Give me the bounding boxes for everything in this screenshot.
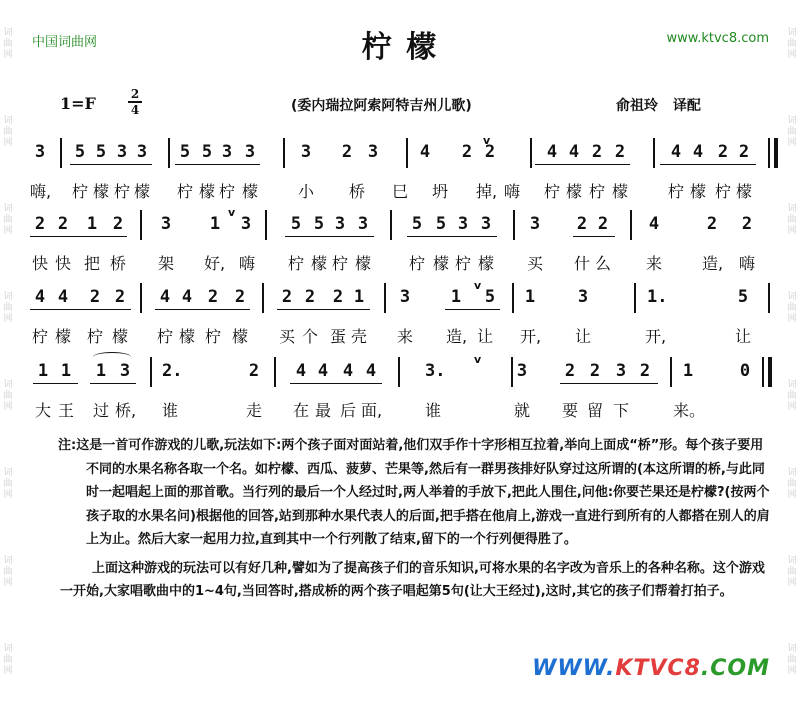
note: 3: [334, 214, 346, 234]
lyric-syllable: 柠: [71, 182, 88, 201]
note: 3: [516, 361, 528, 381]
note: 3: [480, 214, 492, 234]
note-underline: [33, 383, 78, 384]
barline: [530, 138, 532, 168]
note: 2.: [162, 361, 183, 381]
note: 4: [692, 142, 704, 162]
side-watermark-text: 词 曲 网: [787, 27, 797, 60]
site-name-left: 中国词曲网: [32, 35, 98, 50]
lyric-syllable: 开,: [645, 327, 667, 346]
note: 1: [37, 361, 49, 381]
staff-row: [0, 206, 800, 288]
note: 2: [281, 287, 293, 307]
note: 1: [95, 361, 107, 381]
note: 3.: [425, 361, 446, 381]
note: 1: [682, 361, 694, 381]
lyric-syllable: 就: [513, 401, 530, 420]
lyric-syllable: 谁: [424, 401, 441, 420]
note: 5: [95, 142, 107, 162]
notes-row: [0, 353, 800, 383]
note-underline: [290, 383, 382, 384]
barline: [150, 357, 152, 387]
note: 2: [576, 214, 588, 234]
lyric-syllable: 走: [245, 401, 262, 420]
note: 3: [119, 361, 131, 381]
lyric-syllable: 柠: [287, 254, 304, 273]
note-underline: [660, 164, 756, 165]
lyric-syllable: 好,: [204, 254, 226, 273]
lyrics-row: [0, 252, 800, 276]
note: 2: [639, 361, 651, 381]
lyric-syllable: 下: [612, 401, 629, 420]
note: 1: [450, 287, 462, 307]
notes-row: [0, 134, 800, 164]
lyric-syllable: 过: [92, 401, 109, 420]
lyrics-row: [0, 399, 800, 423]
barline: [384, 283, 386, 313]
barline: [653, 138, 655, 168]
lyric-syllable: 桥: [109, 254, 126, 273]
site-logo-part-com: .COM: [700, 656, 770, 681]
lyric-syllable: 檬: [735, 182, 752, 201]
note: 1: [353, 287, 365, 307]
side-watermark-text: 词 曲 网: [787, 556, 797, 589]
side-watermark-text: 词 曲 网: [787, 115, 797, 148]
note: 2: [57, 214, 69, 234]
note: 2: [564, 361, 576, 381]
breath-mark: v: [474, 353, 482, 366]
note: 2: [589, 361, 601, 381]
note: 1: [209, 214, 221, 234]
lyric-syllable: 在: [292, 401, 309, 420]
barline: [274, 357, 276, 387]
barline: [762, 357, 764, 387]
note: 4: [342, 361, 354, 381]
lyric-syllable: 柠: [113, 182, 130, 201]
lyric-syllable: 要: [561, 401, 578, 420]
note: 3: [136, 142, 148, 162]
note: 2: [234, 287, 246, 307]
note: 1: [60, 361, 72, 381]
lyric-syllable: 坍: [431, 182, 448, 201]
barline: [140, 283, 142, 313]
note: 3: [240, 214, 252, 234]
lyric-syllable: 最: [314, 401, 331, 420]
note: 3: [221, 142, 233, 162]
note: 2: [591, 142, 603, 162]
note-underline: [30, 309, 131, 310]
lyric-syllable: 造,: [702, 254, 724, 273]
note: 3: [244, 142, 256, 162]
lyric-syllable: 嗨: [738, 254, 755, 273]
note-underline: [155, 309, 250, 310]
barline: [768, 138, 770, 168]
note-underline: [70, 164, 152, 165]
lyric-syllable: 柠: [204, 327, 221, 346]
lyric-syllable: 蛋: [329, 327, 346, 346]
notes-label: 注:: [58, 438, 77, 453]
side-watermark-text: 词 曲 网: [3, 468, 13, 501]
side-watermark-text: 词 曲 网: [787, 203, 797, 236]
note: 0: [739, 361, 751, 381]
site-logo-part-www: WWW.: [532, 656, 616, 681]
note: 3: [615, 361, 627, 381]
breath-mark: v: [228, 206, 236, 219]
barline: [390, 210, 392, 240]
note: 2: [304, 287, 316, 307]
lyric-syllable: 开,: [520, 327, 542, 346]
lyric-syllable: 檬: [354, 254, 371, 273]
note: 5: [435, 214, 447, 234]
side-watermark-text: 词 曲 网: [787, 468, 797, 501]
side-watermark-text: 词 曲 网: [787, 380, 797, 413]
notes-paragraph-2: 上面这种游戏的玩法可以有好几种,譬如为了提高孩子们的音乐知识,可将水果的名字改为音乐上的各种名称。这个游戏一开始,大家唱歌曲中的1~4句,当回答时,搭成桥的两个孩子唱起第5句(让大王经过),这时,其它的孩子们帮着打拍子。: [60, 560, 765, 599]
note: 5: [313, 214, 325, 234]
lyric-syllable: 檬: [198, 182, 215, 201]
lyric-syllable: 来: [645, 254, 662, 273]
side-watermark-text: 词 曲 网: [787, 291, 797, 324]
note: 3: [399, 287, 411, 307]
note: 2: [484, 142, 496, 162]
note: 3: [300, 142, 312, 162]
staff-row: [0, 134, 800, 216]
side-watermark-text: 词 曲 网: [3, 291, 13, 324]
lyric-syllable: 柠: [331, 254, 348, 273]
barline: [634, 283, 636, 313]
barline: [140, 210, 142, 240]
note: 4: [568, 142, 580, 162]
lyric-syllable: 柠: [218, 182, 235, 201]
note: 2: [741, 214, 753, 234]
lyric-syllable: 桥: [348, 182, 365, 201]
side-watermark-text: 词 曲 网: [3, 115, 13, 148]
note-underline: [407, 236, 497, 237]
lyric-syllable: 柠: [543, 182, 560, 201]
time-signature-top: 2: [130, 87, 140, 101]
note: 4: [295, 361, 307, 381]
lyric-syllable: 让: [734, 327, 751, 346]
lyric-syllable: 檬: [54, 327, 71, 346]
notes-row: [0, 279, 800, 309]
lyric-syllable: 让: [574, 327, 591, 346]
note: 2: [34, 214, 46, 234]
barline: [513, 210, 515, 240]
note: 4: [546, 142, 558, 162]
note: 5: [737, 287, 749, 307]
lyric-syllable: 掉,: [476, 182, 498, 201]
note: 1: [524, 287, 536, 307]
note: 3: [116, 142, 128, 162]
note: 4: [181, 287, 193, 307]
note: 4: [317, 361, 329, 381]
key-signature: 1=F: [60, 94, 96, 113]
barline: [265, 210, 267, 240]
song-arranger: 俞祖玲 译配: [616, 98, 701, 114]
breath-mark: v: [474, 279, 482, 292]
breath-mark: v: [483, 134, 491, 147]
lyric-syllable: 留: [586, 401, 603, 420]
note: 4: [159, 287, 171, 307]
note: 4: [57, 287, 69, 307]
note-underline: [277, 309, 370, 310]
note: 4: [419, 142, 431, 162]
note: 3: [529, 214, 541, 234]
lyric-syllable: 买: [526, 254, 543, 273]
side-watermark-text: 词 曲 网: [3, 556, 13, 589]
notes-row: [0, 206, 800, 236]
note: 2: [114, 287, 126, 307]
note: 2: [341, 142, 353, 162]
lyric-syllable: 柠: [31, 327, 48, 346]
lyric-syllable: 来: [396, 327, 413, 346]
lyric-syllable: 王: [57, 401, 74, 420]
lyric-syllable: 桥,: [115, 401, 137, 420]
barline: [768, 283, 770, 313]
staff-row: [0, 279, 800, 361]
lyric-syllable: 檬: [92, 182, 109, 201]
note-underline: [560, 383, 658, 384]
staff-row: [0, 353, 800, 435]
lyric-syllable: 巳: [391, 182, 408, 201]
note: 3: [457, 214, 469, 234]
note: 2: [332, 287, 344, 307]
note: 4: [34, 287, 46, 307]
note: 3: [34, 142, 46, 162]
note: 2: [207, 287, 219, 307]
lyric-syllable: 壳: [350, 327, 367, 346]
note: 5: [411, 214, 423, 234]
site-logo: [532, 656, 770, 681]
song-origin: (委内瑞拉阿索阿特吉州儿歌): [291, 98, 472, 114]
side-watermark-text: 词 曲 网: [787, 644, 797, 677]
lyric-syllable: 快: [31, 254, 48, 273]
slur: [93, 352, 131, 362]
note-underline: [573, 236, 615, 237]
note: 2: [89, 287, 101, 307]
note: 3: [160, 214, 172, 234]
side-watermark-text: 词 曲 网: [3, 644, 13, 677]
note: 4: [365, 361, 377, 381]
note-underline: [175, 164, 260, 165]
lyric-syllable: 后: [339, 401, 356, 420]
lyric-syllable: 嗨,: [30, 182, 52, 201]
lyric-syllable: 柠: [86, 327, 103, 346]
note-underline: [285, 236, 374, 237]
notes-paragraph-1: 这是一首可作游戏的儿歌,玩法如下:两个孩子面对面站着,他们双手作十字形相互拉着,举向上面成“桥”形。每个孩子要用不同的水果名称各取一个名。如柠檬、西瓜、菠萝、芒果等,然后有一群男孩排好队穿过这所谓的(本这所谓的桥,与此同时一起唱起上面的那首歌。当行列的最后一个人经过时,两人举着的手放下,把此人围住,问他:你要芒果还是柠檬?(按两个孩子取的水果名问)根据他的回答,站到那种水果代表人的后面,把手搭在他肩上,游戏一直进行到所有的人都搭在别人的肩上为止。然后大家一起用力拉,直到其中一个行列散了结束,留下的一个行列便得胜了。: [76, 438, 770, 547]
note: 5: [179, 142, 191, 162]
lyric-syllable: 檬: [178, 327, 195, 346]
barline: [168, 138, 170, 168]
lyric-syllable: 小: [297, 182, 314, 201]
note: 4: [670, 142, 682, 162]
lyric-syllable: 谁: [161, 401, 178, 420]
lyric-syllable: 买: [278, 327, 295, 346]
lyric-syllable: 让: [476, 327, 493, 346]
lyric-syllable: 快: [54, 254, 71, 273]
lyric-syllable: 檬: [432, 254, 449, 273]
barline: [511, 357, 513, 387]
barline: [283, 138, 285, 168]
note: 2: [597, 214, 609, 234]
note: 2: [461, 142, 473, 162]
lyrics-row: [0, 325, 800, 349]
final-barline: [774, 138, 778, 168]
lyric-syllable: 檬: [611, 182, 628, 201]
lyric-syllable: 檬: [111, 327, 128, 346]
note-underline: [90, 383, 136, 384]
note: 3: [577, 287, 589, 307]
lyric-syllable: 造,: [446, 327, 468, 346]
barline: [60, 138, 62, 168]
lyric-syllable: 檬: [133, 182, 150, 201]
final-barline: [768, 357, 772, 387]
lyric-syllable: 柠: [588, 182, 605, 201]
lyric-syllable: 把: [83, 254, 100, 273]
lyric-syllable: 面,: [361, 401, 383, 420]
note: 2: [738, 142, 750, 162]
note: 4: [648, 214, 660, 234]
side-watermark-text: 词 曲 网: [3, 27, 13, 60]
lyric-syllable: 柠: [176, 182, 193, 201]
lyric-syllable: 柠: [454, 254, 471, 273]
performance-notes: [60, 434, 776, 604]
lyric-syllable: 檬: [565, 182, 582, 201]
site-url-right: www.ktvc8.com: [666, 31, 769, 46]
lyric-syllable: 架: [157, 254, 174, 273]
lyric-syllable: 来。: [673, 401, 706, 420]
note: 2: [706, 214, 718, 234]
barline: [406, 138, 408, 168]
side-watermark-text: 词 曲 网: [3, 203, 13, 236]
song-title: 柠 檬: [361, 30, 439, 65]
note-underline: [535, 164, 630, 165]
barline: [512, 283, 514, 313]
note: 1.: [647, 287, 668, 307]
note: 3: [367, 142, 379, 162]
note: 5: [484, 287, 496, 307]
lyric-syllable: 柠: [408, 254, 425, 273]
barline: [670, 357, 672, 387]
note: 5: [201, 142, 213, 162]
barline: [630, 210, 632, 240]
lyric-syllable: 嗨: [503, 182, 520, 201]
note: 5: [74, 142, 86, 162]
lyric-syllable: 个: [301, 327, 318, 346]
lyric-syllable: 么: [594, 254, 611, 273]
lyric-syllable: 檬: [310, 254, 327, 273]
time-signature-bottom: 4: [130, 103, 140, 117]
lyric-syllable: 大: [34, 401, 51, 420]
note: 2: [717, 142, 729, 162]
lyric-syllable: 柠: [156, 327, 173, 346]
barline: [262, 283, 264, 313]
note: 3: [357, 214, 369, 234]
side-watermark-text: 词 曲 网: [3, 380, 13, 413]
lyric-syllable: 檬: [241, 182, 258, 201]
site-logo-part-ktvc8: KTVC8: [615, 656, 701, 681]
note: 2: [614, 142, 626, 162]
note-underline: [445, 309, 500, 310]
note-underline: [30, 236, 127, 237]
note: 5: [290, 214, 302, 234]
time-signature: [128, 88, 142, 116]
lyric-syllable: 柠: [714, 182, 731, 201]
note: 1: [86, 214, 98, 234]
lyric-syllable: 檬: [689, 182, 706, 201]
note: 2: [248, 361, 260, 381]
lyrics-row: [0, 180, 800, 204]
lyric-syllable: 什: [573, 254, 590, 273]
barline: [398, 357, 400, 387]
lyric-syllable: 柠: [667, 182, 684, 201]
lyric-syllable: 嗨: [238, 254, 255, 273]
lyric-syllable: 檬: [231, 327, 248, 346]
note: 2: [112, 214, 124, 234]
lyric-syllable: 檬: [477, 254, 494, 273]
